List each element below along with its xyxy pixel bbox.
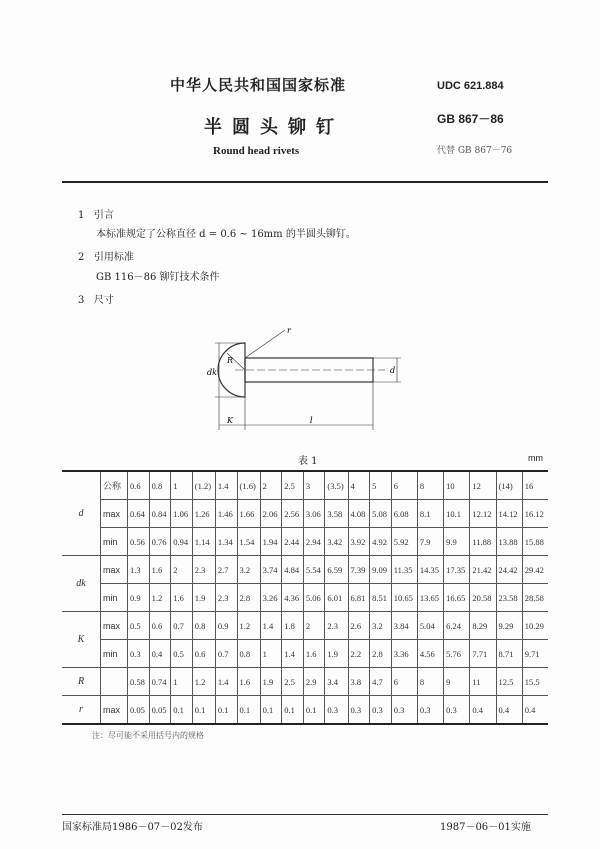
table-cell: 8.51 xyxy=(370,584,392,612)
label-l: l xyxy=(310,416,313,425)
table-cell: 1.4 xyxy=(215,471,237,500)
table-cell: 6.08 xyxy=(391,500,417,528)
row-sub-label: max xyxy=(101,612,128,640)
table-cell: 2.9 xyxy=(303,668,325,696)
table-cell: 2.94 xyxy=(303,528,325,556)
row-sub-label: min xyxy=(101,528,128,556)
table-cell: (3.5) xyxy=(325,471,348,500)
table-cell: 0.56 xyxy=(128,528,150,556)
table-cell: 1.6 xyxy=(149,556,171,584)
row-group-label: K xyxy=(62,612,101,668)
table-cell: 2.2 xyxy=(348,640,370,668)
table-cell: 16 xyxy=(522,471,548,500)
table-cell: 3.36 xyxy=(391,640,417,668)
table-cell: 1.4 xyxy=(282,640,304,668)
table-cell: 0.1 xyxy=(303,696,325,725)
table-cell: 9.71 xyxy=(522,640,548,668)
table-cell: 3.42 xyxy=(325,528,348,556)
table-cell: 1 xyxy=(171,471,193,500)
label-dk: dk xyxy=(207,368,217,377)
table-cell: 1.6 xyxy=(237,668,260,696)
table-cell: 10.1 xyxy=(444,500,470,528)
table-cell: 6.59 xyxy=(325,556,348,584)
table-cell: 2.3 xyxy=(192,556,215,584)
table-cell: 0.94 xyxy=(171,528,193,556)
table-cell: 2.8 xyxy=(237,584,260,612)
table-cell: 3.92 xyxy=(348,528,370,556)
row-sub-label: max xyxy=(101,556,128,584)
table-cell: 0.7 xyxy=(215,640,237,668)
table-cell: 14.12 xyxy=(496,500,522,528)
table-cell: 13.65 xyxy=(417,584,443,612)
table-cell: 1.2 xyxy=(192,668,215,696)
table-cell: 1.26 xyxy=(192,500,215,528)
table-cell: 4.36 xyxy=(282,584,304,612)
table-cell: 0.6 xyxy=(149,612,171,640)
table-cell: 7.39 xyxy=(348,556,370,584)
table-note: 注：尽可能不采用括号内的规格 xyxy=(92,731,204,740)
section-1-heading xyxy=(78,206,114,221)
table-cell: 4.92 xyxy=(370,528,392,556)
table-cell: 14.35 xyxy=(417,556,443,584)
table-cell: 1.14 xyxy=(192,528,215,556)
table-cell: 3.8 xyxy=(348,668,370,696)
table-cell: 0.1 xyxy=(237,696,260,725)
table-cell: 0.1 xyxy=(260,696,282,725)
table-cell: 9 xyxy=(444,668,470,696)
table-cell: 5.54 xyxy=(303,556,325,584)
table-cell: 3.06 xyxy=(303,500,325,528)
table-cell: 1.94 xyxy=(260,528,282,556)
table-cell: 11 xyxy=(470,668,496,696)
table-cell: 3.4 xyxy=(325,668,348,696)
table-cell: 4.84 xyxy=(282,556,304,584)
table-cell: 1.34 xyxy=(215,528,237,556)
table-cell: 20.58 xyxy=(470,584,496,612)
section-2-heading xyxy=(78,248,134,263)
table-cell: 0.5 xyxy=(128,612,150,640)
table-cell: 0.3 xyxy=(444,696,470,725)
header-divider xyxy=(62,181,548,183)
label-d: d xyxy=(390,366,396,375)
table-cell: 2 xyxy=(303,612,325,640)
table-cell: 8 xyxy=(417,668,443,696)
label-r: r xyxy=(287,326,291,335)
table-unit: mm xyxy=(528,453,543,463)
table-cell: 15.5 xyxy=(522,668,548,696)
table-cell: 28.58 xyxy=(522,584,548,612)
table-cell: 5.76 xyxy=(444,640,470,668)
table-cell: 9.9 xyxy=(444,528,470,556)
table-cell: 1.8 xyxy=(282,612,304,640)
section-number: 1 xyxy=(78,210,85,221)
table-cell: 4.08 xyxy=(348,500,370,528)
table-cell: 3.74 xyxy=(260,556,282,584)
table-cell: 6 xyxy=(391,668,417,696)
table-cell: 5.06 xyxy=(303,584,325,612)
table-cell: 3 xyxy=(303,471,325,500)
table-cell: 0.3 xyxy=(348,696,370,725)
table-cell: 1.4 xyxy=(260,612,282,640)
table-cell: 6.24 xyxy=(444,612,470,640)
table-cell: 3.2 xyxy=(237,556,260,584)
table-cell: 0.1 xyxy=(282,696,304,725)
footer-divider xyxy=(62,814,548,815)
row-sub-label: 公称 xyxy=(101,471,128,500)
udc-code: UDC 621.884 xyxy=(437,80,504,92)
table-cell: 0.4 xyxy=(470,696,496,725)
table-cell: 0.3 xyxy=(325,696,348,725)
table-cell: 1.6 xyxy=(171,584,193,612)
table-cell: 0.5 xyxy=(171,640,193,668)
row-sub-label: max xyxy=(101,696,128,725)
table-cell: 5.92 xyxy=(391,528,417,556)
table-cell: 0.8 xyxy=(192,612,215,640)
table-cell: 1.66 xyxy=(237,500,260,528)
row-group-label: dk xyxy=(62,556,101,612)
table-row xyxy=(62,612,548,640)
table-cell: 6.01 xyxy=(325,584,348,612)
table-cell: 16.12 xyxy=(522,500,548,528)
table-cell: 3.84 xyxy=(391,612,417,640)
table-cell: 1.9 xyxy=(260,668,282,696)
label-K: K xyxy=(227,416,233,425)
effective-date: 1987－06－01实施 xyxy=(440,822,531,833)
table-cell: (1.2) xyxy=(192,471,215,500)
table-cell: 0.6 xyxy=(128,471,150,500)
table-cell: 1.9 xyxy=(192,584,215,612)
table-cell: 1.46 xyxy=(215,500,237,528)
table-cell: 0.6 xyxy=(192,640,215,668)
table-cell: 0.1 xyxy=(192,696,215,725)
table-cell: 2.7 xyxy=(215,556,237,584)
table-cell: 2.5 xyxy=(282,668,304,696)
table-cell: 10.65 xyxy=(391,584,417,612)
row-sub-label: max xyxy=(101,500,128,528)
table-cell: 2.3 xyxy=(215,584,237,612)
table-cell: 1 xyxy=(260,640,282,668)
table-cell: 1.54 xyxy=(237,528,260,556)
section-number: 3 xyxy=(78,295,85,306)
table-cell: 9.29 xyxy=(496,612,522,640)
table-cell: 21.42 xyxy=(470,556,496,584)
table-cell: 2 xyxy=(260,471,282,500)
table-row xyxy=(62,471,548,500)
standard-title: 中华人民共和国国家标准 xyxy=(170,76,347,94)
table-cell: 4 xyxy=(348,471,370,500)
table-cell: 0.8 xyxy=(149,471,171,500)
table-cell: 0.9 xyxy=(128,584,150,612)
table-cell: 0.1 xyxy=(171,696,193,725)
table-row xyxy=(62,528,548,556)
table-cell: 5.04 xyxy=(417,612,443,640)
row-group-label: R xyxy=(62,668,101,696)
table-cell: 2.5 xyxy=(282,471,304,500)
table-cell: 3.58 xyxy=(325,500,348,528)
table-cell: 10.29 xyxy=(522,612,548,640)
table-row xyxy=(62,556,548,584)
table-cell: 23.58 xyxy=(496,584,522,612)
table-cell: 29.42 xyxy=(522,556,548,584)
section-1-text: 本标准规定了公称直径 d = 0.6 ~ 16mm 的半圆头铆钉。 xyxy=(96,229,356,240)
table-cell: 6 xyxy=(391,471,417,500)
table-row xyxy=(62,668,548,696)
table-cell: 1.9 xyxy=(325,640,348,668)
table-cell: 8.1 xyxy=(417,500,443,528)
table-cell: 2.8 xyxy=(370,640,392,668)
table-cell: 17.35 xyxy=(444,556,470,584)
table-cell: 16.65 xyxy=(444,584,470,612)
row-group-label: d xyxy=(62,471,101,556)
table-cell: 2.6 xyxy=(348,612,370,640)
table-cell: 1.6 xyxy=(303,640,325,668)
table-cell: 2.3 xyxy=(325,612,348,640)
row-group-label: r xyxy=(62,696,101,725)
section-title: 尺寸 xyxy=(93,295,114,306)
document-title-en: Round head rivets xyxy=(213,145,300,157)
table-cell: 12 xyxy=(470,471,496,500)
table-cell: 8.29 xyxy=(470,612,496,640)
table-cell: 11.35 xyxy=(391,556,417,584)
table-cell: 8 xyxy=(417,471,443,500)
table-cell: 0.3 xyxy=(417,696,443,725)
table-cell: 0.3 xyxy=(128,640,150,668)
table-cell: 3.26 xyxy=(260,584,282,612)
table-cell: 0.4 xyxy=(522,696,548,725)
table-cell: 2 xyxy=(171,556,193,584)
section-2-text: GB 116－86 铆钉技术条件 xyxy=(96,272,220,283)
row-sub-label xyxy=(101,668,128,696)
table-cell: 0.3 xyxy=(391,696,417,725)
table-cell: 0.3 xyxy=(370,696,392,725)
document-title: 半圆头铆钉 xyxy=(204,117,344,138)
table-cell: 2.56 xyxy=(282,500,304,528)
dimensions-table xyxy=(62,470,548,725)
table-cell: 12.12 xyxy=(470,500,496,528)
table-row xyxy=(62,584,548,612)
table-cell: 0.4 xyxy=(149,640,171,668)
table-cell: 0.1 xyxy=(215,696,237,725)
section-3-heading xyxy=(78,291,114,306)
table-cell: 1.2 xyxy=(237,612,260,640)
table-cell: 13.88 xyxy=(496,528,522,556)
table-cell: (1.6) xyxy=(237,471,260,500)
table-cell: 1.4 xyxy=(215,668,237,696)
table-cell: 0.64 xyxy=(128,500,150,528)
table-cell: 2.44 xyxy=(282,528,304,556)
table-cell: 4.7 xyxy=(370,668,392,696)
table-cell: (14) xyxy=(496,471,522,500)
table-cell: 0.4 xyxy=(496,696,522,725)
table-cell: 5.08 xyxy=(370,500,392,528)
table-cell: 10 xyxy=(444,471,470,500)
table-cell: 2.06 xyxy=(260,500,282,528)
table-cell: 15.88 xyxy=(522,528,548,556)
rivet-drawing xyxy=(205,325,415,440)
table-cell: 1.2 xyxy=(149,584,171,612)
table-cell: 12.5 xyxy=(496,668,522,696)
label-R: R xyxy=(227,356,234,365)
table-cell: 1.3 xyxy=(128,556,150,584)
table-cell: 0.05 xyxy=(149,696,171,725)
table-cell: 11.88 xyxy=(470,528,496,556)
table-cell: 0.84 xyxy=(149,500,171,528)
table-cell: 5 xyxy=(370,471,392,500)
table-cell: 3.2 xyxy=(370,612,392,640)
table-cell: 0.74 xyxy=(149,668,171,696)
table-cell: 0.9 xyxy=(215,612,237,640)
section-title: 引言 xyxy=(93,210,114,221)
row-sub-label: min xyxy=(101,640,128,668)
row-sub-label: min xyxy=(101,584,128,612)
table-cell: 24.42 xyxy=(496,556,522,584)
table-cell: 0.7 xyxy=(171,612,193,640)
table-cell: 0.8 xyxy=(237,640,260,668)
table-row xyxy=(62,640,548,668)
section-number: 2 xyxy=(78,252,85,263)
table-caption: 表 1 xyxy=(298,456,318,467)
table-cell: 7.71 xyxy=(470,640,496,668)
replaces-note: 代替 GB 867－76 xyxy=(437,146,513,156)
table-row xyxy=(62,696,548,725)
section-title: 引用标准 xyxy=(93,252,134,263)
table-row xyxy=(62,500,548,528)
table-cell: 4.56 xyxy=(417,640,443,668)
gb-number: GB 867－86 xyxy=(437,112,504,126)
table-cell: 8.71 xyxy=(496,640,522,668)
table-cell: 0.76 xyxy=(149,528,171,556)
table-cell: 0.58 xyxy=(128,668,150,696)
table-cell: 0.05 xyxy=(128,696,150,725)
issue-date: 国家标准局1986－07－02发布 xyxy=(62,822,203,833)
table-cell: 7.9 xyxy=(417,528,443,556)
table-cell: 1 xyxy=(171,668,193,696)
table-cell: 6.81 xyxy=(348,584,370,612)
table-cell: 1.06 xyxy=(171,500,193,528)
table-cell: 9.09 xyxy=(370,556,392,584)
